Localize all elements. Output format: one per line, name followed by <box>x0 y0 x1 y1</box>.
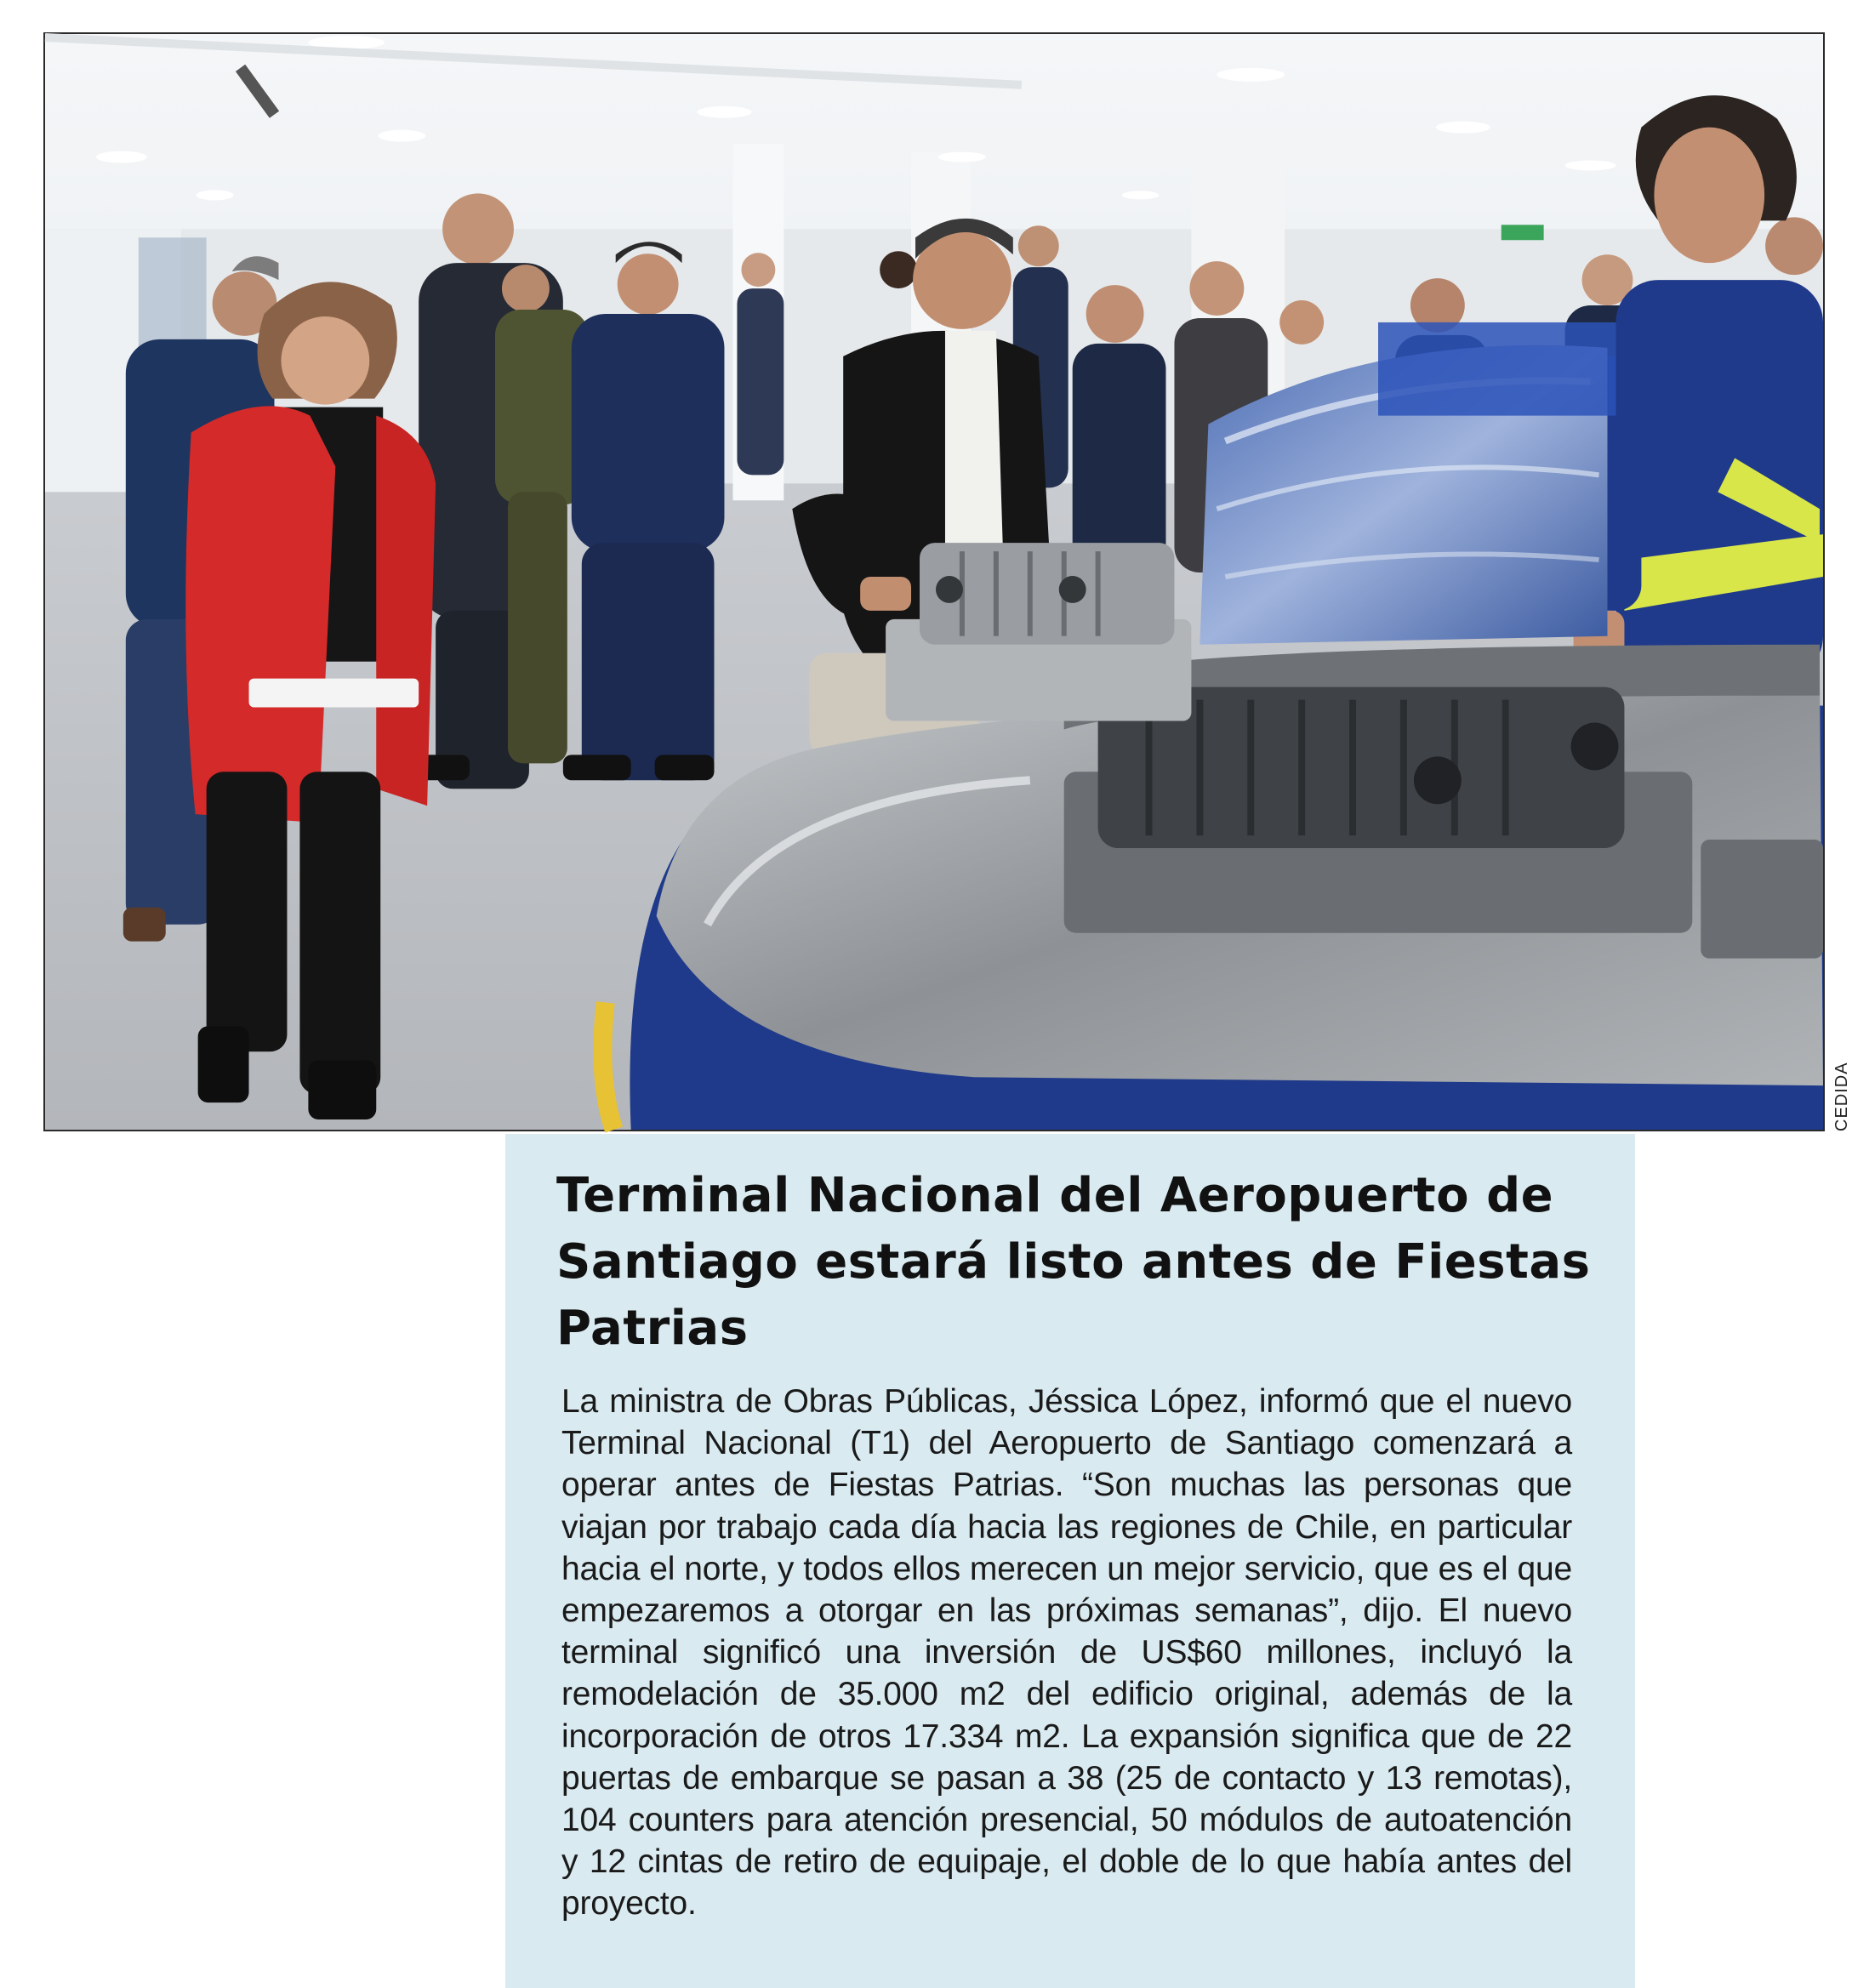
exit-sign <box>1502 225 1544 240</box>
person-air-force-uniform <box>563 242 725 780</box>
article-body: La ministra de Obras Públicas, Jéssica López, informó que el nuevo Terminal Nacional (T1) del Aeropuerto de Santiago comenzará a operar antes de Fiestas Patrias. “Son muchas las personas que viajan por trabajo cada día hacia las regiones de Chile, en particular hacia el norte, y todos ellos merecen un mejor servicio, que es el que empezaremos a otorgar en las próximas semanas”, dijo. El nuevo terminal significó una inversión de US$60 millones, incluyó la remodelación de 35.000 m2 del edificio original, además de la incorporación de otros 17.334 m2. La expansión significa que de 22 puertas de embarque se pasan a 38 (25 de contacto y 13 remotas), 104 counters para atención presencial, 50 módulos de autoatención y 12 cintas de retiro de equipaje, el doble de lo que había antes del proyecto. <box>561 1383 1572 1922</box>
luggage-back <box>886 543 1191 721</box>
article-headline: Terminal Nacional del Aeropuerto de Santiago estará listo antes de Fiestas Patrias <box>556 1168 1591 1356</box>
article-box <box>505 1134 1635 1988</box>
news-photo <box>43 32 1825 1131</box>
luggage-front <box>1064 687 1693 933</box>
photo-illustration <box>45 34 1823 1130</box>
photo-credit: CEDIDA <box>1832 1062 1851 1131</box>
luggage-right <box>1701 840 1823 959</box>
